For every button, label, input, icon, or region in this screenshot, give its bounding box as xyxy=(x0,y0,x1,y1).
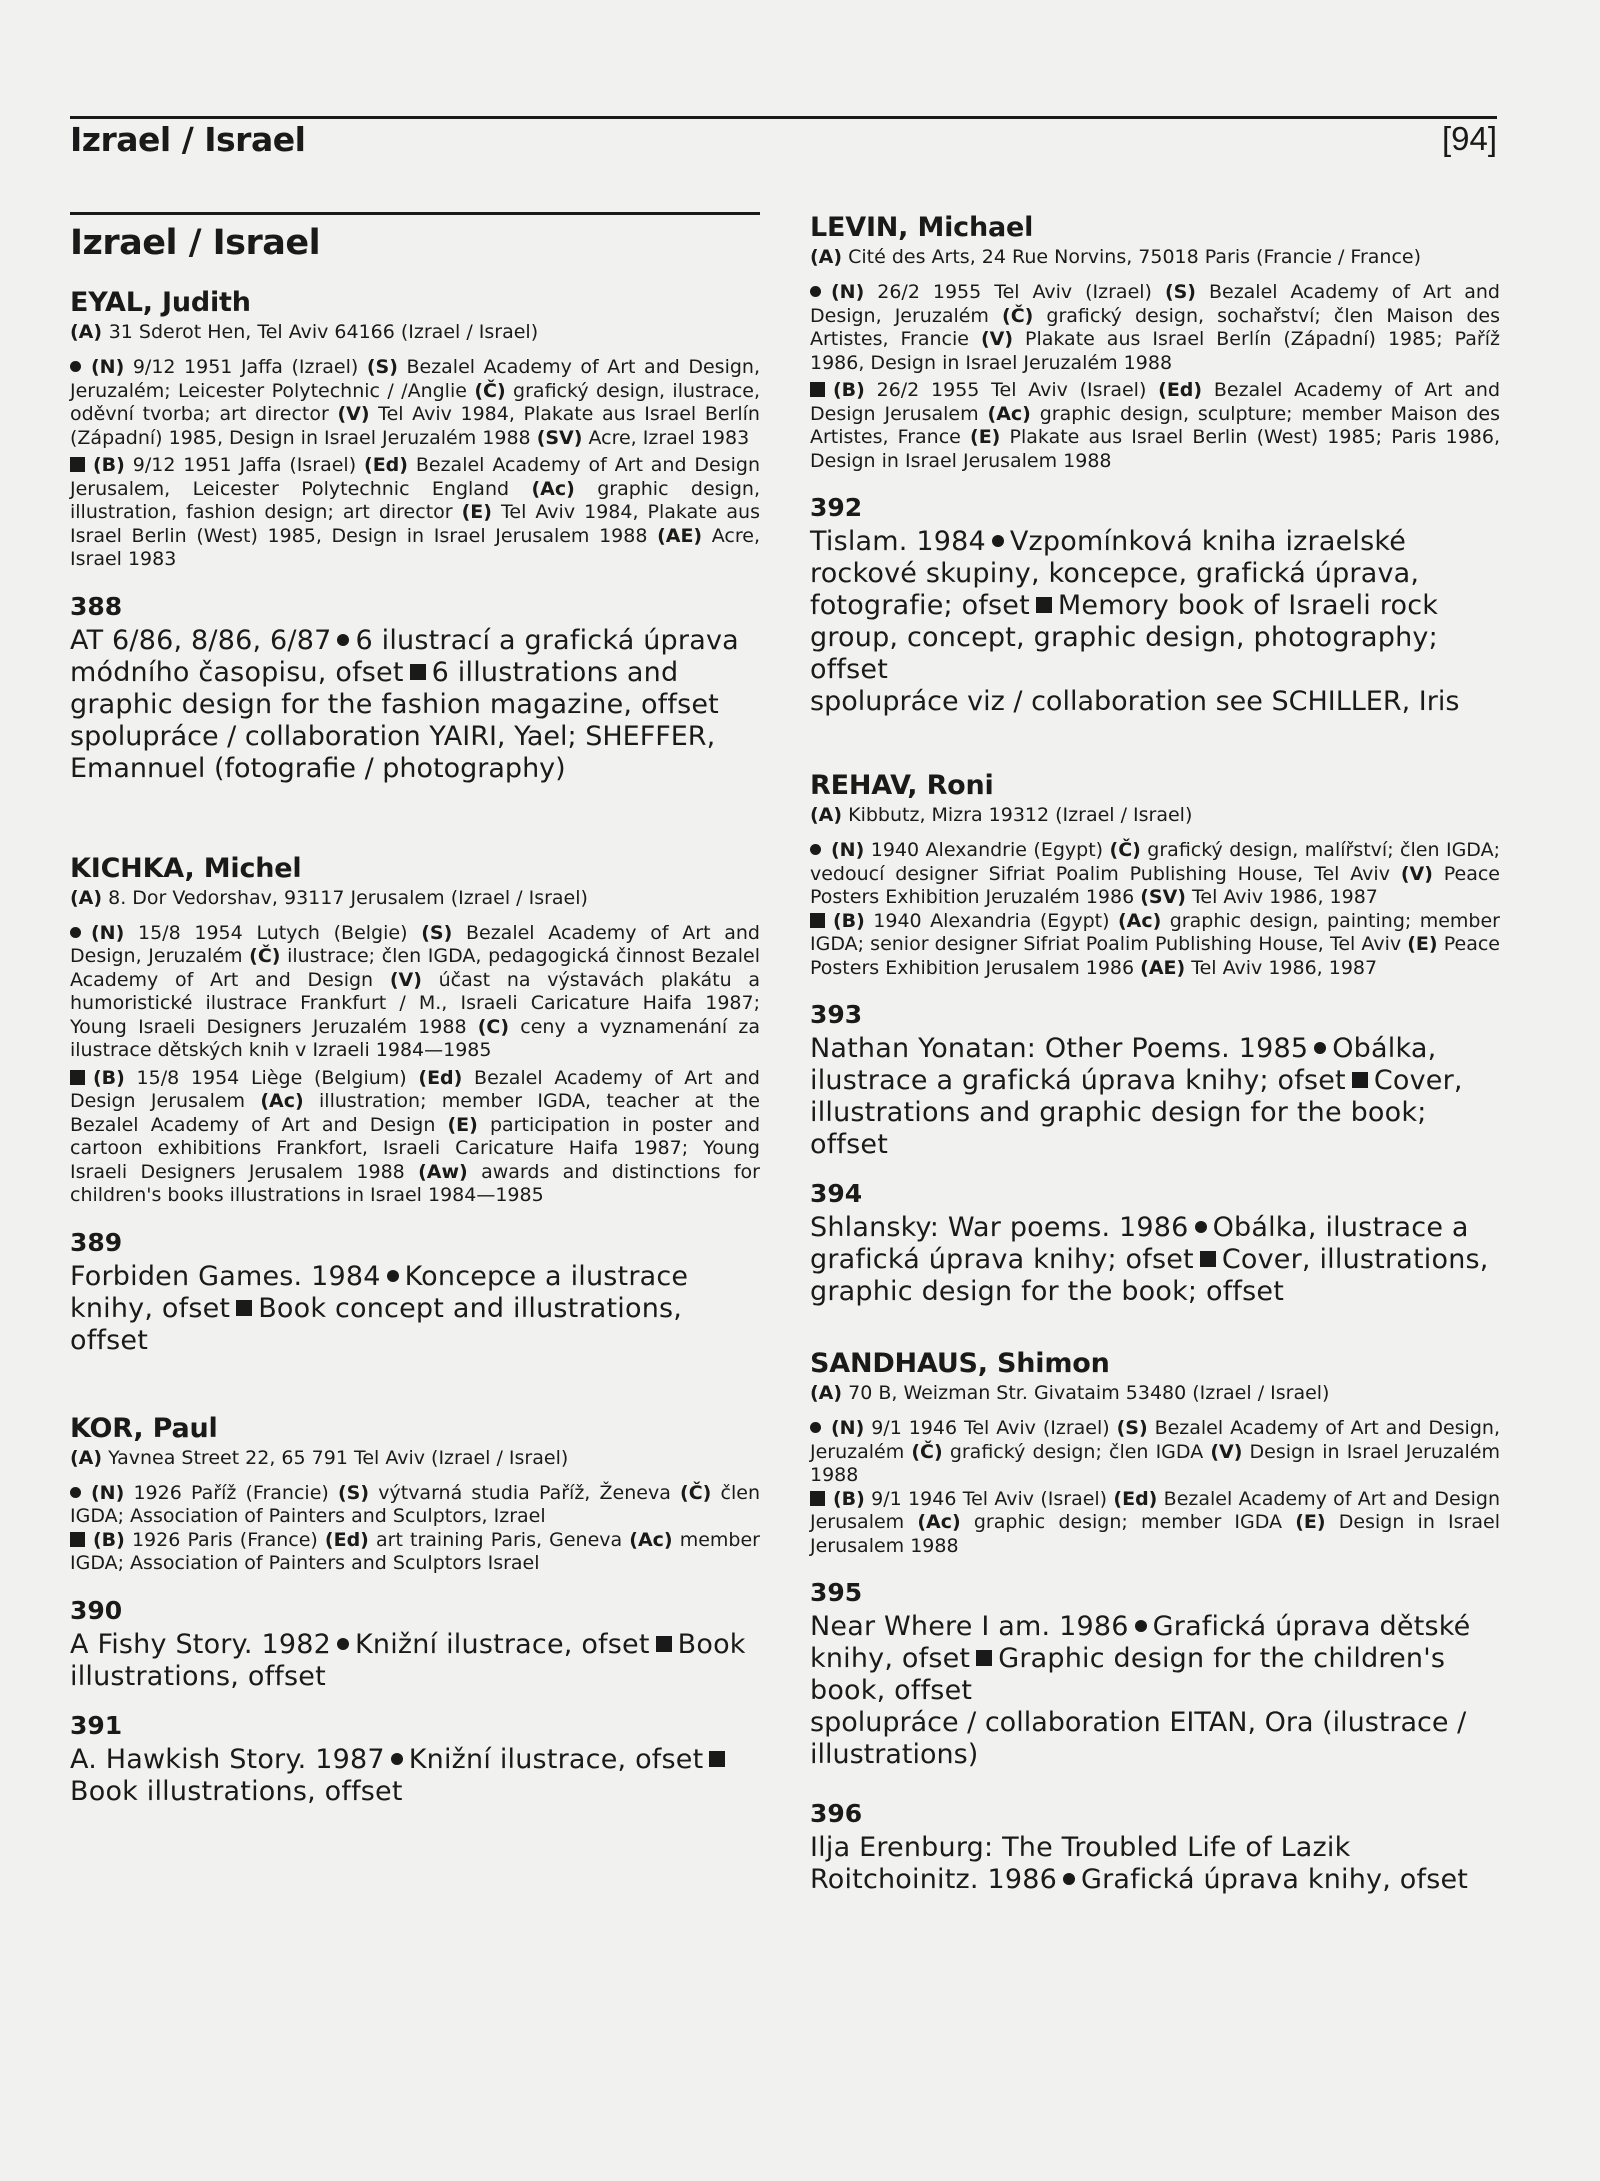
bio-english: (B) 15/8 1954 Liège (Belgium) (Ed) Bezalel Academy of Art and Design Jerusalem (Ac) illustration; member IGDA, teacher at the Bezalel Academy of Art and Design (E) participation in poster and cartoon exhibitions Frankfort, Israeli Caricature Haifa 1987; Young Israeli Designers Jerusalem 1988 (Aw) awards and distinctions for children's books illustrations in Israel 1984—1985 xyxy=(70,1066,761,1206)
work-number: 392 xyxy=(810,493,863,522)
artist-entry-levin xyxy=(810,212,1500,473)
bullet-icon xyxy=(1135,1620,1147,1632)
work-number: 389 xyxy=(70,1227,123,1257)
bullet-icon xyxy=(391,1753,403,1765)
section-rule xyxy=(70,212,760,215)
work-number: 394 xyxy=(810,1179,863,1208)
running-head xyxy=(70,120,1497,164)
artist-name: EYAL, Judith xyxy=(70,287,251,318)
artist-name: SANDHAUS, Shimon xyxy=(810,1348,1110,1379)
artist-entry-sandhaus xyxy=(810,1348,1500,1558)
square-icon xyxy=(410,664,426,680)
top-rule xyxy=(70,116,1497,119)
work-391: 391 A. Hawkish Story. 1987 Knižní ilustrace, ofsetBook illustrations, offset xyxy=(70,1711,760,1808)
work-number: 395 xyxy=(810,1578,863,1607)
bullet-icon xyxy=(1314,1042,1326,1054)
bullet-icon xyxy=(1195,1221,1207,1233)
artist-address: (A) 70 B, Weizman Str. Givataim 53480 (Izrael / Israel) xyxy=(810,1382,1330,1404)
square-icon xyxy=(1036,597,1052,613)
bullet-icon xyxy=(70,361,81,372)
artist-entry-kichka xyxy=(70,853,760,1208)
square-icon xyxy=(976,1650,992,1666)
artist-address: (A) Cité des Arts, 24 Rue Norvins, 75018 Paris (Francie / France) xyxy=(810,246,1421,268)
work-collaboration: spolupráce / collaboration YAIRI, Yael; SHEFFER, Emannuel (fotografie / photography) xyxy=(70,720,716,784)
artist-address: (A) 31 Sderot Hen, Tel Aviv 64166 (Izrael / Israel) xyxy=(70,321,539,343)
bullet-icon xyxy=(337,1638,349,1650)
artist-name: LEVIN, Michael xyxy=(810,212,1034,243)
square-icon xyxy=(70,457,85,472)
bullet-icon xyxy=(810,286,821,297)
square-icon xyxy=(810,913,825,928)
work-number: 396 xyxy=(810,1799,863,1828)
bio-czech: (N) 26/2 1955 Tel Aviv (Izrael) (S) Bezalel Academy of Art and Design, Jeruzalém (Č) grafický design, sochařství; člen Maison des Artistes, Francie (V) Plakate aus Israel Berlín (Západní) 1985; Paříž 1986, Design in Israel Jeruzalém 1988 xyxy=(810,281,1500,374)
bio-english: (B) 26/2 1955 Tel Aviv (Israel) (Ed) Bezalel Academy of Art and Design Jerusalem (Ac) graphic design, sculpture; member Maison des Artistes, France (E) Plakate aus Israel Berlin (West) 1985; Paris 1986, Design in Israel Jerusalem 1988 xyxy=(810,379,1501,472)
left-column xyxy=(70,212,760,1836)
bio-english: (B) 1940 Alexandria (Egypt) (Ac) graphic design, painting; member IGDA; senior designer Sifriat Poalim Publishing House, Tel Aviv (E) Peace Posters Exhibition Jerusalem 1986 (AE) Tel Aviv 1986, 1987 xyxy=(810,909,1500,979)
work-393: 393 Nathan Yonatan: Other Poems. 1985 Obálka, ilustrace a grafická úprava knihy; ofset Cover, illustrations and graphic design for the book; offset xyxy=(810,1000,1500,1161)
work-396: 396 Ilja Erenburg: The Troubled Life of Lazik Roitchoinitz. 1986 Grafická úprava knihy, ofset xyxy=(810,1799,1500,1896)
bullet-icon xyxy=(810,844,821,855)
bullet-icon xyxy=(337,634,349,646)
bio-czech: (N) 15/8 1954 Lutych (Belgie) (S) Bezalel Academy of Art and Design, Jeruzalém (Č) ilustrace; člen IGDA, pedagogická činnost Bezalel Academy of Art and Design (V) účast na výstavách plakátu a humoristické ilustrace Frankfurt / M., Israeli Caricature Haifa 1987; Young Israeli Designers Jeruzalém 1988 (C) ceny a vyznamenání za ilustrace dětských knih v Izraeli 1984—1985 xyxy=(70,921,760,1061)
work-395: 395 Near Where I am. 1986 Grafická úprava dětské knihy, ofset Graphic design for the children's book, offset spolupráce / collaboration EITAN, Ora (ilustrace / illustrations) xyxy=(810,1578,1500,1771)
work-389: 389 Forbiden Games. 1984 Koncepce a ilustrace knihy, ofset Book concept and illustrations, offset xyxy=(70,1228,760,1357)
section-title: Izrael / Israel xyxy=(70,223,321,263)
bullet-icon xyxy=(1063,1873,1075,1885)
artist-address: (A) Yavnea Street 22, 65 791 Tel Aviv (Izrael / Israel) xyxy=(70,1446,569,1469)
bullet-icon xyxy=(387,1270,399,1282)
square-icon xyxy=(709,1751,725,1767)
square-icon xyxy=(1200,1251,1216,1267)
square-icon xyxy=(70,1070,85,1085)
bio-english: (B) 9/1 1946 Tel Aviv (Israel) (Ed) Bezalel Academy of Art and Design Jerusalem (Ac) graphic design; member IGDA (E) Design in Israel Jerusalem 1988 xyxy=(810,1487,1501,1557)
artist-entry-kor xyxy=(70,1413,760,1576)
bio-czech: (N) 1940 Alexandrie (Egypt) (Č) grafický design, malířství; člen IGDA; vedoucí designer Sifriat Poalim Publishing House, Tel Aviv (V) Peace Posters Exhibition Jeruzalém 1986 (SV) Tel Aviv 1986, 1987 xyxy=(810,839,1500,908)
work-394: 394 Shlansky: War poems. 1986 Obálka, ilustrace a grafická úprava knihy; ofset Cover, illustrations, graphic design for the book; offset xyxy=(810,1179,1500,1308)
square-icon xyxy=(656,1636,672,1652)
artist-entry-rehav xyxy=(810,770,1500,980)
work-number: 390 xyxy=(70,1595,123,1625)
bullet-icon xyxy=(70,927,81,938)
artist-name: KICHKA, Michel xyxy=(70,852,302,884)
work-number: 391 xyxy=(70,1710,123,1740)
artist-entry-eyal xyxy=(70,287,760,572)
square-icon xyxy=(810,382,825,397)
artist-name: KOR, Paul xyxy=(70,1412,218,1444)
work-390: 390 A Fishy Story. 1982 Knižní ilustrace, ofset Book illustrations, offset xyxy=(70,1596,760,1693)
bio-english: (B) 1926 Paris (France) (Ed) art training Paris, Geneva (Ac) member IGDA; Association of Painters and Sculptors Israel xyxy=(70,1528,760,1574)
square-icon xyxy=(70,1532,85,1547)
running-title: Izrael / Israel xyxy=(70,120,306,159)
artist-name: REHAV, Roni xyxy=(810,770,994,801)
work-392: 392 Tislam. 1984 Vzpomínková kniha izraelské rockové skupiny, koncepce, grafická úprava, fotografie; ofset Memory book of Israeli rock group, concept, graphic design, photography; offset spolupráce viz / collaboration see SCHILLER, Iris xyxy=(810,493,1500,718)
bio-czech: (N) 9/12 1951 Jaffa (Izrael) (S) Bezalel Academy of Art and Design, Jeruzalém; Leicester Polytechnic / /Anglie (Č) grafický design, ilustrace, oděvní tvorba; art director (V) Tel Aviv 1984, Plakate aus Israel Berlín (Západní) 1985, Design in Israel Jeruzalém 1988 (SV) Acre, Izrael 1983 xyxy=(70,356,761,449)
work-number: 393 xyxy=(810,1000,863,1029)
work-collaboration: spolupráce / collaboration EITAN, Ora (ilustrace / illustrations) xyxy=(810,1707,1467,1770)
work-number: 388 xyxy=(70,591,123,621)
work-collaboration: spolupráce viz / collaboration see SCHILLER, Iris xyxy=(810,686,1460,717)
square-icon xyxy=(1352,1072,1368,1088)
work-388: 388 AT 6/86, 8/86, 6/87 6 ilustrací a grafická úprava módního časopisu, ofset 6 illustrations and graphic design for the fashion magazine, offset spolupráce / collaboration YAIRI, Yael; SHEFFER, Emannuel (fotografie / photography) xyxy=(70,592,760,785)
bio-czech: (N) 9/1 1946 Tel Aviv (Izrael) (S) Bezalel Academy of Art and Design, Jeruzalém (Č) grafický design; člen IGDA (V) Design in Israel Jeruzalém 1988 xyxy=(810,1417,1500,1486)
square-icon xyxy=(236,1300,252,1316)
bio-czech: (N) 1926 Paříž (Francie) (S) výtvarná studia Paříž, Ženeva (Č) člen IGDA; Association of Painters and Sculptors, Izrael xyxy=(70,1481,761,1527)
page-number: [94] xyxy=(1441,120,1497,157)
square-icon xyxy=(810,1491,825,1506)
artist-address: (A) 8. Dor Vedorshav, 93117 Jerusalem (Izrael / Israel) xyxy=(70,886,588,909)
bullet-icon xyxy=(70,1487,81,1498)
bullet-icon xyxy=(810,1422,821,1433)
right-column xyxy=(810,212,1500,1924)
artist-address: (A) Kibbutz, Mizra 19312 (Izrael / Israel) xyxy=(810,804,1193,826)
bullet-icon xyxy=(992,535,1004,547)
bio-english: (B) 9/12 1951 Jaffa (Israel) (Ed) Bezalel Academy of Art and Design Jerusalem, Leicester Polytechnic England (Ac) graphic design, illustration, fashion design; art director (E) Tel Aviv 1984, Plakate aus Israel Berlin (West) 1985, Design in Israel Jerusalem 1988 (AE) Acre, Israel 1983 xyxy=(70,454,761,570)
